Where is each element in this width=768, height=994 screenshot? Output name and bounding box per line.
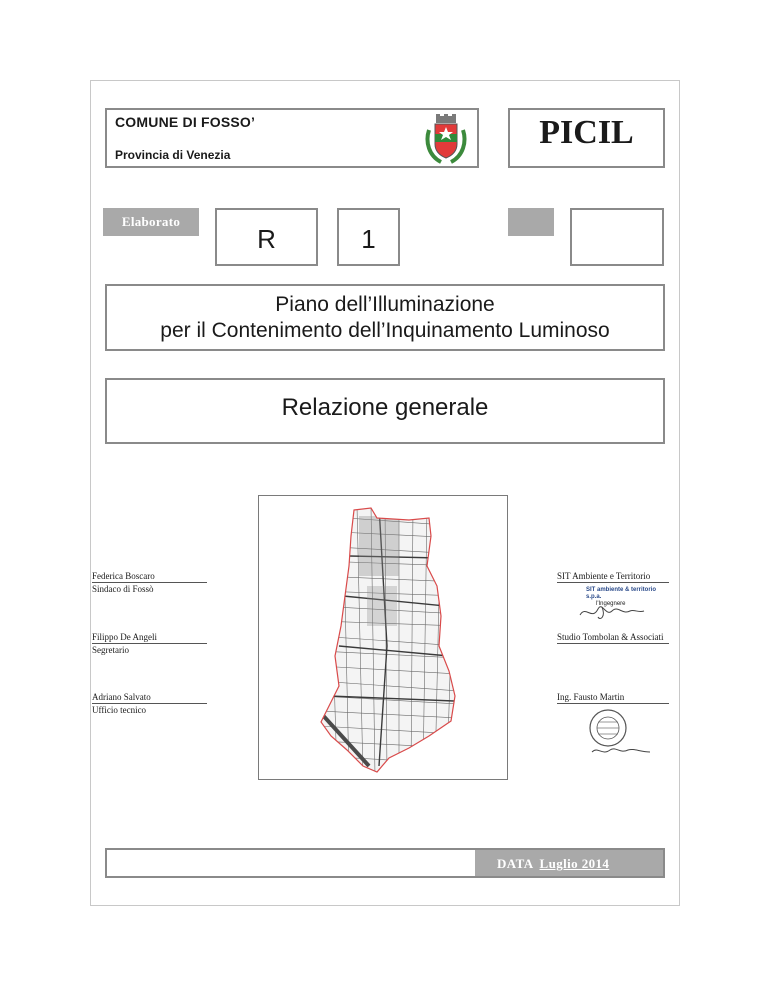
picil-title: PICIL [539, 114, 634, 151]
comune-header [105, 108, 479, 168]
plan-title [107, 292, 663, 344]
blank-code-box [570, 208, 664, 266]
signatory-ing-martin [557, 692, 669, 703]
elaborato-label: Elaborato [103, 208, 199, 236]
comune-name: COMUNE DI FOSSO’ [115, 114, 256, 130]
stamp-company: SIT ambiente & territorio s.p.a. [586, 587, 657, 600]
signatory-name: Studio Tombolan & Associati [557, 632, 664, 642]
sit-stamp [572, 587, 662, 623]
stamp-title: l'Ingegnere [596, 601, 626, 607]
date-text [497, 856, 609, 872]
elaborato-code-letter: R [257, 224, 276, 254]
subtitle: Relazione generale [281, 394, 489, 421]
footer-box [105, 848, 665, 878]
signatory-ufficio-tecnico [92, 692, 207, 716]
engineer-seal [580, 708, 660, 760]
signature-line [92, 582, 207, 583]
seal-stamp-icon [580, 708, 660, 760]
signatory-name: SIT Ambiente e Territorio [557, 571, 651, 581]
signatory-sit [557, 571, 669, 582]
coat-of-arms-icon [423, 112, 469, 166]
subtitle-box [105, 378, 665, 444]
signature-line [92, 643, 207, 644]
signatory-name: Filippo De Angeli [92, 632, 157, 642]
signature-line [557, 643, 669, 644]
date-value: Luglio 2014 [539, 856, 610, 871]
map-drawing [259, 496, 506, 778]
signatory-name: Federica Boscaro [92, 571, 155, 581]
elaborato-code-letter-box [215, 208, 318, 266]
municipality-map [258, 495, 508, 780]
plan-title-box [105, 284, 665, 351]
signatory-role: Segretario [92, 645, 129, 655]
signature-line [557, 703, 669, 704]
signatory-name: Adriano Salvato [92, 692, 151, 702]
signature-line [92, 703, 207, 704]
elaborato-code-number-box [337, 208, 400, 266]
signatory-name: Ing. Fausto Martin [557, 692, 625, 702]
signatory-role: Ufficio tecnico [92, 705, 147, 715]
signatory-role: Sindaco di Fossò [92, 584, 154, 594]
provincia-name: Provincia di Venezia [115, 148, 231, 162]
plan-title-line2: per il Contenimento dell’Inquinamento Luminoso [160, 319, 610, 342]
date-label: DATA [497, 856, 534, 871]
picil-header [508, 108, 665, 168]
elaborato-code-number: 1 [361, 224, 376, 254]
blank-gray-label [508, 208, 554, 236]
plan-title-line1: Piano dell’Illuminazione [275, 293, 495, 316]
signatory-sindaco [92, 571, 207, 595]
signatory-segretario [92, 632, 207, 656]
signature-line [557, 582, 669, 583]
date-panel [475, 850, 663, 876]
signatory-studio-tombolan [557, 632, 669, 643]
document-page [90, 80, 680, 906]
